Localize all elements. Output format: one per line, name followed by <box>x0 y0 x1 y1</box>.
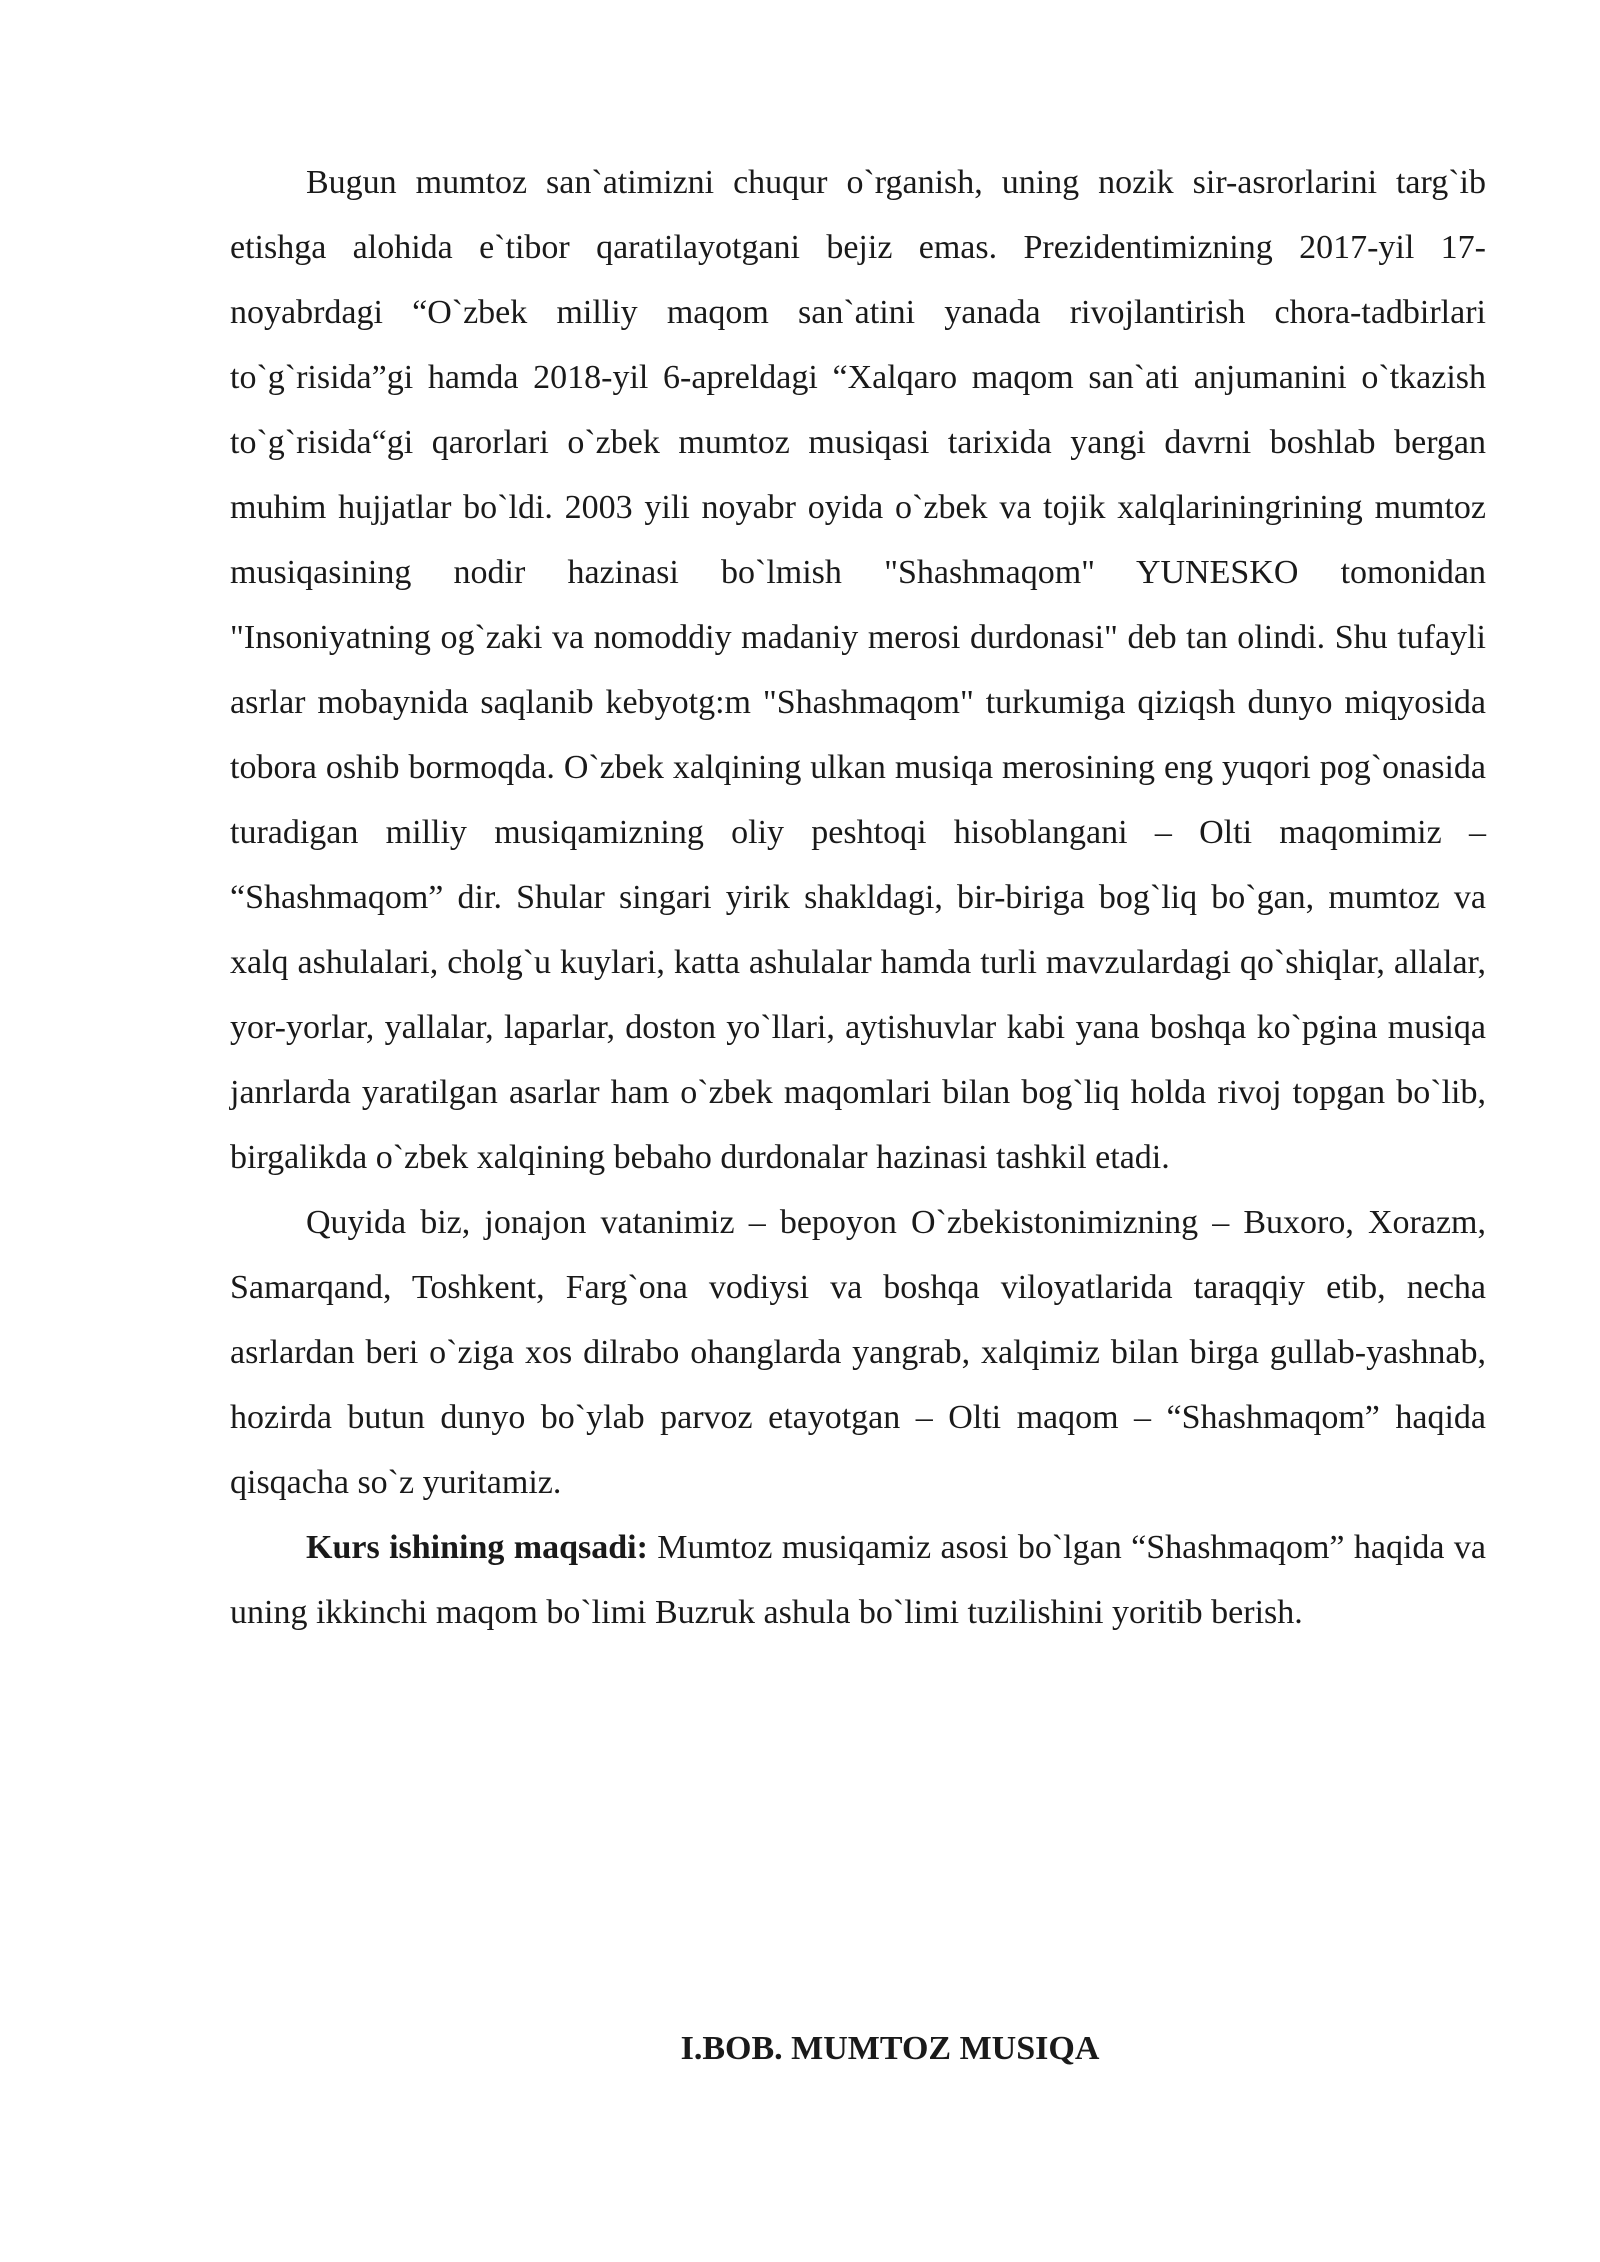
paragraph-overview: Quyida biz, jonajon vatanimiz – bepoyon O`zbekistonimizning – Buxoro, Xorazm, Samarqand, Toshkent, Farg`ona vodiysi va boshqa viloyatlarida taraqqiy etib, necha asrlardan beri o`ziga xos dilrabo ohanglarda yangrab, xalqimiz bilan birga gullab-yashnab, hozirda butun dunyo bo`ylab parvoz etayotgan – Olti maqom – “Shashmaqom” haqida qisqacha so`z yuritamiz. <box>230 1204 1486 1501</box>
body-text <box>230 150 1486 1645</box>
goal-text: Mumtoz musiqamiz asosi bo`lgan “Shashmaqom” haqida va uning ikkinchi maqom bo`limi Buzruk ashula bo`limi tuzilishini yoritib berish. <box>230 1529 1486 1631</box>
goal-label: Kurs ishining maqsadi: <box>306 1529 648 1566</box>
paragraph-intro: Bugun mumtoz san`atimizni chuqur o`rganish, uning nozik sir-asrorlarini targ`ib etishga alohida e`tibor qaratilayotgani bejiz emas. Prezidentimizning 2017-yil 17-noyabrdagi “O`zbek milliy maqom san`atini yanada rivojlantirish chora-tadbirlari to`g`risida”gi hamda 2018-yil 6-apreldagi “Xalqaro maqom san`ati anjumanini o`tkazish to`g`risida“gi qarorlari o`zbek mumtoz musiqasi tarixida yangi davrni boshlab bergan muhim hujjatlar bo`ldi. 2003 yili noyabr oyida o`zbek va tojik xalqlariningrining mumtoz musiqasining nodir hazinasi bo`lmish "Shashmaqom" YUNESKO tomonidan "Insoniyatning og`zaki va nomoddiy madaniy merosi durdonasi" deb tan olindi. Shu tufayli asrlar mobaynida saqlanib kebyotg:m "Shashmaqom" turkumiga qiziqsh dunyo miqyosida tobora oshib bormoqda. O`zbek xalqining ulkan musiqa merosining eng yuqori pog`onasida turadigan milliy musiqamizning oliy peshtoqi hisoblangani – Olti maqomimiz – “Shashmaqom” dir. Shular singari yirik shakldagi, bir-biriga bog`liq bo`gan, mumtoz va xalq ashulalari, cholg`u kuylari, katta ashulalar hamda turli mavzulardagi qo`shiqlar, allalar, yor-yorlar, yallalar, laparlar, doston yo`llari, aytishuvlar kabi yana boshqa ko`pgina musiqa janrlarda yaratilgan asarlar ham o`zbek maqomlari bilan bog`liq holda rivoj topgan bo`lib, birgalikda o`zbek xalqining bebaho durdonalar hazinasi tashkil etadi. <box>230 164 1486 1176</box>
paragraph-goal <box>230 1515 1486 1645</box>
chapter-heading: I.BOB. MUMTOZ MUSIQA <box>680 2030 1100 2067</box>
